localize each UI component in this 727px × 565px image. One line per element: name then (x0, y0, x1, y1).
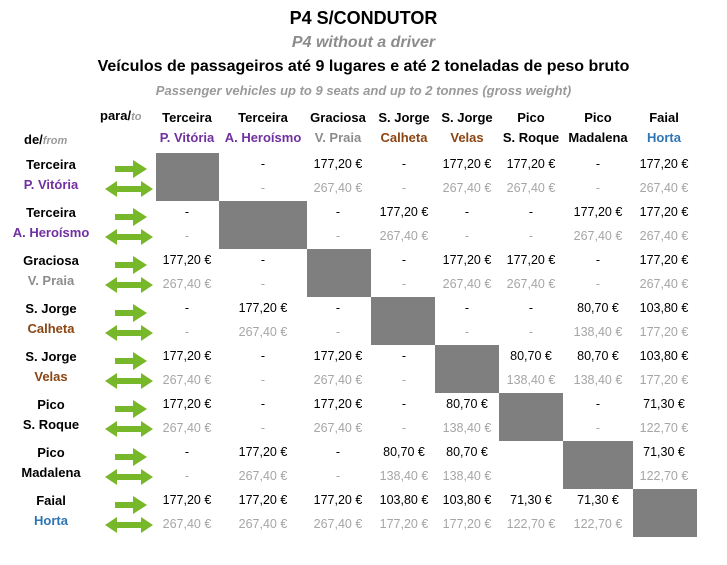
fare-cell-secondary: 267,40 € (313, 373, 363, 387)
fare-cell-primary: 177,20 € (162, 349, 212, 363)
fare-cell-secondary: 267,40 € (379, 229, 429, 243)
column-header-port: S. Roque (502, 130, 560, 145)
column-header-island: Pico (584, 110, 612, 125)
fare-cell-primary: - (335, 205, 341, 219)
to-label-en: to (131, 111, 142, 123)
row-header-island: Faial (36, 493, 66, 508)
fare-cell-secondary: 138,40 € (573, 373, 623, 387)
double-arrow-icon (105, 469, 153, 485)
column-header-port: V. Praia (314, 130, 362, 145)
fare-cell-secondary: - (260, 181, 266, 195)
fare-cell-primary: - (335, 301, 341, 315)
fare-cell-primary: 103,80 € (442, 493, 492, 507)
fare-cell-primary: - (528, 205, 534, 219)
fare-cell-primary: 177,20 € (162, 493, 212, 507)
fare-cell-secondary: 267,40 € (238, 517, 288, 531)
fare-cell-primary: 177,20 € (313, 157, 363, 171)
row-header-island: Terceira (26, 205, 76, 220)
fare-cell-secondary: 267,40 € (639, 277, 689, 291)
fare-cell-secondary: - (464, 325, 470, 339)
fare-cell-primary: 80,70 € (446, 445, 488, 459)
fare-cell-primary: - (184, 205, 190, 219)
double-arrow-icon (105, 325, 153, 341)
fare-cell-secondary: 267,40 € (506, 277, 556, 291)
right-arrow-icon (115, 304, 147, 322)
fare-cell-primary: 71,30 € (577, 493, 619, 507)
fare-cell-primary: 80,70 € (577, 301, 619, 315)
fare-cell-primary: 177,20 € (313, 397, 363, 411)
fare-cell-secondary: - (528, 229, 534, 243)
fare-cell-secondary: 267,40 € (162, 373, 212, 387)
fare-cell-primary: 177,20 € (379, 205, 429, 219)
fare-cell-secondary: 138,40 € (506, 373, 556, 387)
fare-cell-secondary: 267,40 € (313, 517, 363, 531)
fare-cell-secondary: 267,40 € (442, 277, 492, 291)
fare-cell-secondary: 267,40 € (573, 229, 623, 243)
to-header (100, 108, 141, 123)
fare-cell-primary: - (401, 397, 407, 411)
fare-cell-primary: 177,20 € (162, 253, 212, 267)
fare-cell-secondary: - (595, 421, 601, 435)
fare-cell-secondary: - (401, 373, 407, 387)
to-label: para/ (100, 108, 132, 123)
fare-cell-secondary: 267,40 € (238, 469, 288, 483)
row-header-port: V. Praia (27, 273, 75, 288)
fare-cell-secondary: 138,40 € (379, 469, 429, 483)
fare-cell-primary: 177,20 € (506, 253, 556, 267)
from-label-en: from (42, 135, 68, 147)
fare-cell-primary: - (401, 349, 407, 363)
row-header-island: Pico (37, 445, 65, 460)
fare-cell-secondary: - (401, 181, 407, 195)
fare-cell-primary: 80,70 € (383, 445, 425, 459)
fare-cell-primary: 177,20 € (313, 349, 363, 363)
fare-cell-secondary: - (528, 325, 534, 339)
fare-cell-primary: - (184, 301, 190, 315)
fare-cell-primary: 103,80 € (639, 301, 689, 315)
fare-cell-secondary: - (401, 421, 407, 435)
fare-cell-secondary: - (464, 229, 470, 243)
fare-cell-primary: 177,20 € (238, 493, 288, 507)
fare-cell-primary: 103,80 € (639, 349, 689, 363)
fare-cell-secondary: 122,70 € (639, 469, 689, 483)
fare-cell-secondary: 138,40 € (573, 325, 623, 339)
fare-cell-secondary: 122,70 € (573, 517, 623, 531)
column-header-island: S. Jorge (378, 110, 430, 125)
fare-cell-secondary: - (184, 469, 190, 483)
column-header-port: Horta (647, 130, 681, 145)
fare-cell-secondary: 177,20 € (639, 373, 689, 387)
fare-cell-primary: - (401, 253, 407, 267)
row-header-port: Calheta (27, 321, 75, 336)
fare-cell-secondary: 267,40 € (506, 181, 556, 195)
fare-cell-secondary: 267,40 € (639, 229, 689, 243)
vehicle-description-en: Passenger vehicles up to 9 seats and up to 2 tonnes (gross weight) (155, 83, 572, 98)
fare-cell-secondary: - (335, 229, 341, 243)
fare-cell-primary: 177,20 € (313, 493, 363, 507)
fare-cell-secondary: 267,40 € (442, 181, 492, 195)
row-header-port: S. Roque (22, 417, 80, 432)
double-arrow-icon (105, 373, 153, 389)
same-port-cell (633, 489, 697, 537)
from-label: de/ (24, 132, 43, 147)
fare-cell-primary: - (401, 157, 407, 171)
right-arrow-icon (115, 400, 147, 418)
fare-cell-secondary: 138,40 € (442, 469, 492, 483)
fare-cell-primary: - (260, 349, 266, 363)
right-arrow-icon (115, 160, 147, 178)
column-header-port: P. Vitória (159, 130, 215, 145)
page-subtitle: P4 without a driver (291, 34, 436, 51)
fare-cell-secondary: - (260, 277, 266, 291)
fare-cell-primary: 177,20 € (238, 301, 288, 315)
row-header-island: S. Jorge (25, 349, 77, 364)
row-header-island: S. Jorge (25, 301, 77, 316)
fare-cell-primary: 177,20 € (573, 205, 623, 219)
right-arrow-icon (115, 496, 147, 514)
same-port-cell (435, 345, 499, 393)
double-arrow-icon (105, 517, 153, 533)
fare-cell-primary: 177,20 € (639, 253, 689, 267)
column-header-island: Faial (649, 110, 679, 125)
fare-cell-primary: 80,70 € (510, 349, 552, 363)
same-port-cell (307, 249, 371, 297)
fare-cell-primary: 177,20 € (238, 445, 288, 459)
fare-cell-primary: - (184, 445, 190, 459)
fare-cell-secondary: 267,40 € (313, 421, 363, 435)
fare-cell-secondary: - (260, 373, 266, 387)
fare-cell-secondary: 177,20 € (639, 325, 689, 339)
double-arrow-icon (105, 229, 153, 245)
fare-cell-primary: - (260, 397, 266, 411)
fare-cell-primary: - (260, 157, 266, 171)
fare-cell-secondary: - (595, 277, 601, 291)
fare-cell-secondary: 267,40 € (313, 181, 363, 195)
double-arrow-icon (105, 181, 153, 197)
fare-cell-secondary: 267,40 € (162, 277, 212, 291)
fare-cell-secondary: 267,40 € (238, 325, 288, 339)
fare-cell-secondary: - (401, 277, 407, 291)
page-title: P4 S/CONDUTOR (289, 8, 438, 28)
right-arrow-icon (115, 448, 147, 466)
fare-cell-secondary: 267,40 € (162, 517, 212, 531)
fare-cell-secondary: - (184, 229, 190, 243)
fare-cell-primary: - (595, 397, 601, 411)
column-header-island: S. Jorge (441, 110, 493, 125)
same-port-cell (156, 153, 219, 201)
fare-cell-secondary: - (184, 325, 190, 339)
fare-cell-primary: 71,30 € (643, 397, 685, 411)
same-port-cell (371, 297, 435, 345)
same-port-cell (219, 201, 307, 249)
fare-cell-primary: 177,20 € (639, 205, 689, 219)
row-header-port: A. Heroísmo (12, 225, 90, 240)
fare-cell-primary: 80,70 € (577, 349, 619, 363)
fare-cell-secondary: 267,40 € (162, 421, 212, 435)
row-header-port: Madalena (21, 465, 81, 480)
fare-cell-secondary: - (595, 181, 601, 195)
fare-cell-secondary: - (260, 421, 266, 435)
fare-cell-primary: - (528, 301, 534, 315)
double-arrow-icon (105, 421, 153, 437)
row-header-port: P. Vitória (23, 177, 79, 192)
fare-cell-primary: - (595, 253, 601, 267)
fare-cell-primary: 103,80 € (379, 493, 429, 507)
fare-cell-secondary: 177,20 € (379, 517, 429, 531)
fare-cell-primary: - (595, 157, 601, 171)
column-header-port: Calheta (380, 130, 428, 145)
fare-cell-primary: 177,20 € (442, 253, 492, 267)
row-header-island: Graciosa (23, 253, 79, 268)
fare-cell-secondary: 122,70 € (506, 517, 556, 531)
column-header-port: Madalena (568, 130, 628, 145)
fare-cell-primary: 177,20 € (442, 157, 492, 171)
fare-cell-primary: - (464, 205, 470, 219)
fare-cell-primary: 177,20 € (162, 397, 212, 411)
same-port-cell (563, 441, 633, 489)
vehicle-description: Veículos de passageiros até 9 lugares e até 2 toneladas de peso bruto (97, 58, 630, 75)
fare-cell-secondary: - (335, 469, 341, 483)
row-header-island: Terceira (26, 157, 76, 172)
fare-cell-primary: 71,30 € (643, 445, 685, 459)
column-header-island: Terceira (238, 110, 288, 125)
row-header-port: Velas (34, 369, 68, 384)
fare-cell-primary: - (464, 301, 470, 315)
fare-cell-primary: 177,20 € (506, 157, 556, 171)
fare-cell-secondary: 177,20 € (442, 517, 492, 531)
right-arrow-icon (115, 208, 147, 226)
fare-cell-secondary: - (335, 325, 341, 339)
fare-cell-primary: 80,70 € (446, 397, 488, 411)
column-header-island: Pico (517, 110, 545, 125)
fare-cell-primary: 177,20 € (639, 157, 689, 171)
double-arrow-icon (105, 277, 153, 293)
column-header-port: Velas (450, 130, 484, 145)
fare-cell-secondary: 138,40 € (442, 421, 492, 435)
column-header-island: Graciosa (310, 110, 366, 125)
fare-cell-secondary: 267,40 € (639, 181, 689, 195)
fare-cell-primary: - (260, 253, 266, 267)
row-header-island: Pico (37, 397, 65, 412)
row-header-port: Horta (34, 513, 68, 528)
right-arrow-icon (115, 256, 147, 274)
right-arrow-icon (115, 352, 147, 370)
column-header-island: Terceira (162, 110, 212, 125)
fare-cell-secondary: 122,70 € (639, 421, 689, 435)
from-header (24, 132, 67, 147)
column-header-port: A. Heroísmo (224, 130, 302, 145)
fare-cell-primary: - (335, 445, 341, 459)
same-port-cell (499, 393, 563, 441)
bidirectional-arrow-icon (103, 157, 157, 201)
fare-cell-primary: 71,30 € (510, 493, 552, 507)
